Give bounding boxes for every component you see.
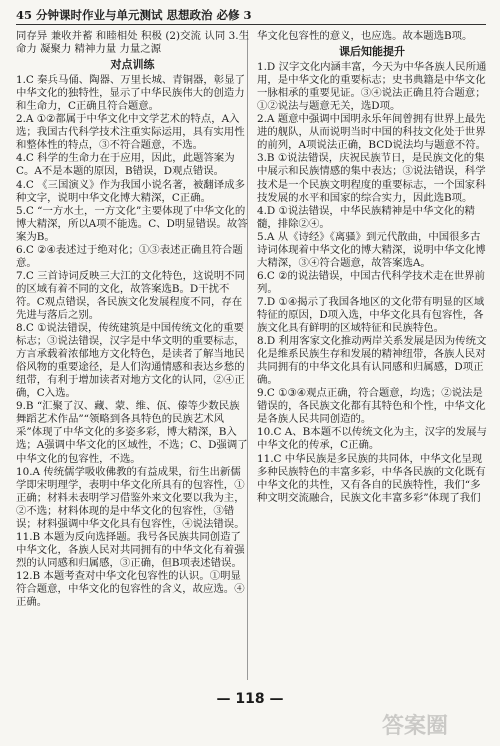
left-column	[16, 30, 249, 609]
answer-item: 8.D 利用客家文化推动两岸关系发展是因为传统文化是维系民族生存和发展的精神纽带，各族人民对共同拥有的中华文化具有认同感和归属感，D项正确。	[257, 335, 487, 387]
answer-item: 4.D ①说法错误，中华民族精神是中华文化的精髓，排除②④。	[257, 204, 475, 230]
answer-item: 12.B 本题考查对中华文化包容性的认识。①明显符合题意，中华文化的包容性的含义，故应选。④正确。	[16, 569, 245, 609]
answer-item: 4.C 《三国演义》作为我国小说名著，被翻译成多种文字，说明中华文化博大精深，C正确。	[16, 178, 245, 204]
continued-text: 华文化包容性的意义，也应选。故本题选B项。	[257, 30, 473, 42]
answer-item: 5.A 从《诗经》《离骚》到元代散曲，中国很多古诗词体现着中华文化的博大精深，说明中华文化博大精深，③④符合题意，故答案选A。	[257, 230, 486, 269]
answer-item: 6.C ②的说法错误，中国古代科学技术走在世界前列。	[257, 269, 485, 295]
answer-item: 1.D 汉字文化内涵丰富，今天为中华各族人民所通用，是中华文化的重要标志；史书典籍是中华文化一脉相承的重要见证。③④说法正确且符合题意；①②说法与题意无关，选D项。	[257, 61, 487, 113]
answer-item: 4.C 科学的生命力在于应用，因此，此题答案为C。A不是本题的原因，B错误，D观点错误。	[16, 152, 235, 178]
answer-item: 7.C 三首诗词反映三大江的文化特色，这说明不同的区域有着不同的文化，故答案选B。D干扰不符。C观点错误，各民族文化发展程度不同，存在先进与落后之别。	[16, 269, 245, 321]
header-title: 45 分钟课时作业与单元测试 思想政治 必修 3	[16, 8, 252, 22]
answer-item: 10.A 传统儒学吸收佛教的有益成果，衍生出新儒学即宋明理学，表明中华文化所具有的包容性，①正确；材料未表明学习借鉴外来文化要以我为主，②不选；材料体现的是中华文化的包容性，③错误；材料强调中华文化具有包容性，④说法错误。	[16, 465, 245, 530]
section-title-after-class: 课后知能提升	[339, 45, 405, 59]
answer-item: 9.C ①③④观点正确，符合题意，均选；②说法是错误的，各民族文化都有其特色和个性，中华文化是各族人民共同创造的。	[257, 387, 486, 426]
answer-item: 8.C ①说法错误，传统建筑是中国传统文化的重要标志；③说法错误，汉字是中华文明的重要标志，方言承载着浓郁地方文化特色，是读者了解当地民俗风物的重要途径，是人们沟通情感和表达乡愁的纽带，有利于增加读者对地方文化的认同，②④正确，C入选。	[16, 322, 245, 400]
answer-item: 10.C A、B本题不以传统文化为主，汉字的发展与中华文化的传承，C正确。	[257, 426, 487, 452]
answer-item: 2.A ①②都属于中华文化中文学艺术的特点，A入选；我国古代科学技术注重实际运用，具有实用性和整体性的特点，③不符合题意，不选。	[16, 113, 245, 152]
answer-item: 7.D ①④揭示了我国各地区的文化带有明显的区域特征的原因，D项入选，中华文化具有包容性，各族文化具有鲜明的区域特征和民族特色。	[257, 295, 485, 335]
intro-text: 同存异 兼收并蓄 和睦相处 积极 (2)交流 认同 3.生命力 凝聚力 精神力量 力量之源	[16, 30, 249, 56]
page-header	[16, 6, 486, 25]
section-title-drills: 对点训练	[110, 58, 155, 72]
answer-item: 2.A 题意中强调中国明永乐年间曾拥有世界上最先进的舰队，从而说明当时中国的科技文化处于世界的前列，A项说法正确，BCD说法均与题意不符。	[257, 113, 487, 152]
answer-item: 6.C ②④表述过于绝对化；①③表述正确且符合题意。	[16, 243, 243, 269]
answer-item: 11.C 中华民族是多民族的共同体，中华文化呈现多种民族特色的丰富多彩，中华各民族的文化既有中华文化的共性，又有各自的民族特性，我们“多种文明交流融合，民族文化丰富多彩”体现了我们	[257, 452, 486, 504]
answer-item: 1.C 秦兵马俑、陶器、万里长城、青铜器，彰显了中华文化的独特性，显示了中华民族伟大的创造力和生命力，C正确且符合题意。	[16, 74, 245, 113]
answer-item: 3.B ①说法错误，庆祝民族节日，是民族文化的集中展示和民族情感的集中表达；③说法错误，科学技术是一个民族文明程度的重要标志，一个国家科技发展的水平和国家的综合实力，因此选B项。	[257, 152, 486, 204]
page-number: — 118 —	[216, 691, 284, 707]
watermark-logo	[382, 712, 494, 742]
answer-item: 5.C “一方水土，一方文化”主要体现了中华文化的博大精深，所以A项不能选。C、D明显错误。故答案为B。	[16, 204, 248, 243]
right-column	[257, 30, 487, 505]
watermark-text: 答案圈	[382, 714, 449, 739]
answer-item: 11.B 本题为反向选择题。我号各民族共同创造了中华文化，各族人民对共同拥有的中华文化有着强烈的认同感和归属感，③正确，但B项表述错误。	[16, 530, 245, 569]
answer-item: 9.B “汇聚了汉、藏、蒙、维、佤、傣等少数民族舞蹈艺术作品”“领略到各具特色的民族艺术风采”体现了中华文化的多姿多彩，博大精深，B入选；A强调中华文化的区域性，不选；C、D强调了中华文化的包容性，不选。	[16, 400, 248, 465]
